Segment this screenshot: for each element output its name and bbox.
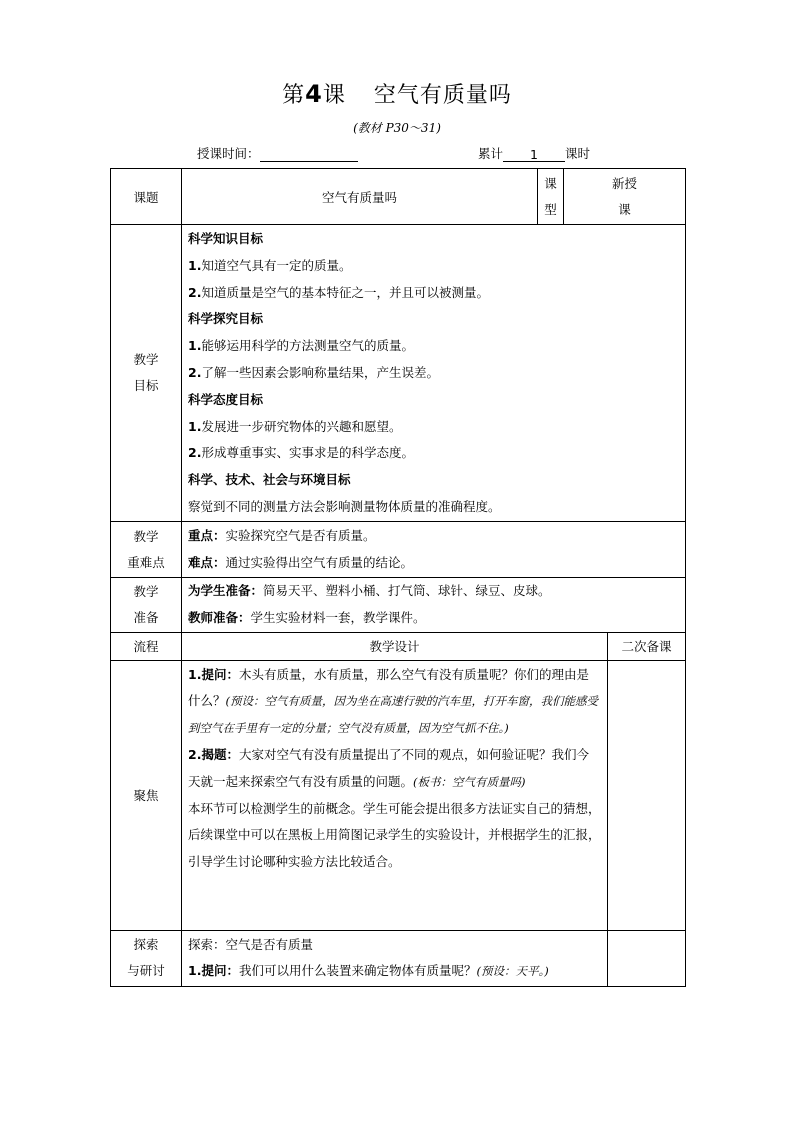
- type-value-line-2: 课: [618, 201, 631, 217]
- lesson-prefix: 第: [282, 83, 306, 108]
- explore-content: [182, 930, 608, 986]
- keypoints-label-line-2: 重难点: [127, 554, 165, 570]
- cumulative-hours: [478, 146, 590, 162]
- lesson-name: 空气有质量吗: [373, 83, 512, 108]
- textbook-reference: (教材 P30～31): [353, 121, 441, 135]
- keypoints-content: [182, 522, 686, 578]
- prep-label-line-2: 准备: [133, 609, 159, 625]
- prep-label: [111, 578, 182, 633]
- goal-item: 1.知道空气具有一定的质量。: [188, 257, 352, 273]
- focus-comment: 本环节可以检测学生的前概念。学生可能会提出很多方法证实自己的猜想，后续课堂中可以在黑板上用简图记录学生的实验设计，并根据学生的汇报，引导学生讨论哪种实验方法比较适合。: [188, 800, 601, 870]
- explore-label-line-2: 与研讨: [127, 963, 165, 979]
- difficulty-point: 难点：通过实验得出空气有质量的结论。: [188, 554, 414, 570]
- flow-label: 流程: [111, 632, 182, 660]
- topic-row: [111, 169, 686, 225]
- focus-row: [111, 660, 686, 930]
- key-point: 重点：实验探究空气是否有质量。: [188, 528, 376, 543]
- cumulative-label: 累计: [478, 146, 504, 161]
- focus-q1-note: (预设：空气有质量，因为坐在高速行驶的汽车里，打开车窗，我们能感受到空气在手里有一定的分量；空气没有质量，因为空气抓不住。): [188, 694, 598, 736]
- focus-question-2: 2.揭题：大家对空气有没有质量提出了不同的观点，如何验证呢？我们今天就一起来探索空气有没有质量的问题。(板书：空气有质量吗): [188, 746, 589, 789]
- focus-label: 聚焦: [111, 660, 182, 930]
- lesson-plan-table: [110, 168, 686, 987]
- goal-item: 2.形成尊重事实、实事求是的科学态度。: [188, 445, 414, 461]
- topic-value: 空气有质量吗: [182, 169, 538, 225]
- goal-heading-stse: 科学、技术、社会与环境目标: [188, 472, 351, 488]
- second-prep-label: 二次备课: [608, 632, 686, 660]
- goals-content: [182, 225, 686, 522]
- teach-time-label: 授课时间：: [197, 146, 260, 161]
- focus-second-prep[interactable]: [608, 660, 686, 930]
- keypoints-label-line-1: 教学: [133, 528, 159, 544]
- explore-second-prep[interactable]: [608, 930, 686, 986]
- design-header-row: [111, 632, 686, 660]
- explore-label: [111, 930, 182, 986]
- explore-q1-note: (预设：天平。): [476, 964, 549, 979]
- type-label-line-2: 型: [544, 201, 557, 217]
- type-label-line-1: 课: [544, 175, 557, 191]
- goals-label-line-2: 目标: [133, 378, 159, 393]
- goal-item: 2.了解一些因素会影响称量结果，产生误差。: [188, 364, 439, 380]
- goal-item: 1.发展进一步研究物体的兴趣和愿望。: [188, 418, 402, 434]
- type-value-line-1: 新授: [612, 175, 638, 191]
- lesson-number: 4: [305, 80, 323, 108]
- goal-heading-knowledge: 科学知识目标: [188, 231, 264, 246]
- teach-time-field[interactable]: [260, 147, 358, 162]
- focus-q2-note: (板书：空气有质量吗): [413, 774, 526, 789]
- explore-question-1: 1.提问：我们可以用什么装置来确定物体有质量呢？(预设：天平。): [188, 963, 549, 979]
- prep-label-line-1: 教学: [133, 583, 159, 599]
- goals-row: [111, 225, 686, 522]
- explore-label-line-1: 探索: [133, 937, 159, 953]
- focus-content: [182, 660, 608, 930]
- cumulative-unit: 课时: [565, 146, 591, 161]
- goals-label-line-1: 教学: [133, 352, 159, 367]
- keypoints-row: [111, 522, 686, 578]
- type-value: [563, 169, 685, 224]
- teach-time: [197, 146, 358, 162]
- explore-row: [111, 930, 686, 986]
- goal-item: 察觉到不同的测量方法会影响测量物体质量的准确程度。: [188, 498, 501, 514]
- type-label: [538, 169, 563, 224]
- focus-question-1: 1.提问：木头有质量，水有质量，那么空气有没有质量呢？你们的理由是什么？(预设：空气有质量，因为坐在高速行驶的汽车里，打开车窗，我们能感受到空气在手里有一定的分量；空气没有质量，因为空气抓不住。): [188, 666, 598, 736]
- goal-item: 2.知道质量是空气的基本特征之一，并且可以被测量。: [188, 284, 489, 300]
- lesson-title: [0, 78, 794, 112]
- keypoints-label: [111, 522, 182, 578]
- teacher-prep: 教师准备：学生实验材料一套，教学课件。: [188, 609, 426, 625]
- student-prep: 为学生准备：简易天平、塑料小桶、打气筒、球针、绿豆、皮球。: [188, 583, 551, 598]
- goal-heading-inquiry: 科学探究目标: [188, 311, 264, 327]
- lesson-suffix: 课: [322, 83, 346, 108]
- explore-title: 探索：空气是否有质量: [188, 936, 314, 952]
- topic-label: 课题: [111, 169, 182, 225]
- cumulative-value[interactable]: 1: [503, 147, 565, 162]
- prep-content: [182, 578, 686, 633]
- goal-item: 1.能够运用科学的方法测量空气的质量。: [188, 338, 414, 354]
- prep-row: [111, 578, 686, 633]
- goals-label: [111, 225, 182, 522]
- design-label: 教学设计: [182, 632, 608, 660]
- goal-heading-attitude: 科学态度目标: [188, 391, 264, 407]
